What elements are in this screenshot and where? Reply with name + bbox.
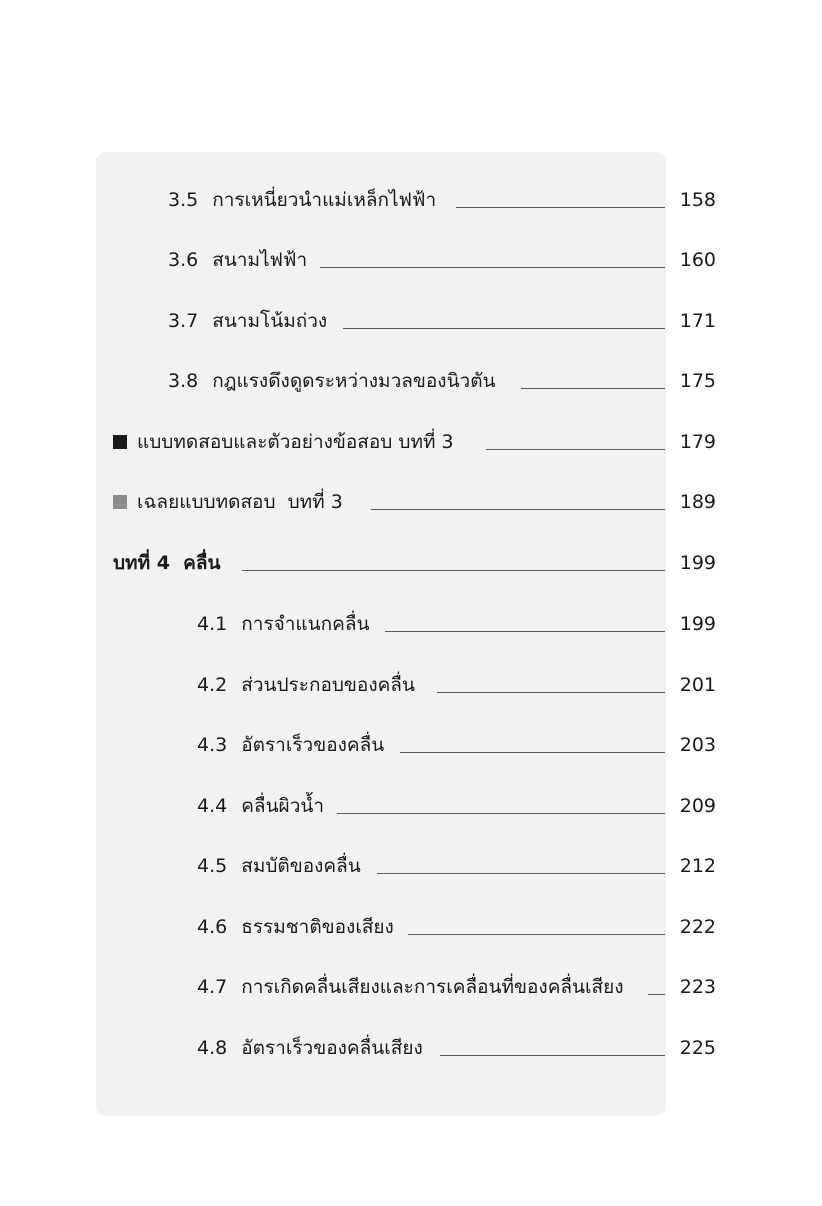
page-number: 171 <box>679 310 716 332</box>
toc-entry-3-6[interactable] <box>0 240 822 280</box>
page-number: 199 <box>679 552 716 574</box>
dot-leader <box>385 631 665 632</box>
toc-entry-3-8[interactable] <box>0 361 822 401</box>
toc-entry-exercise-ch3[interactable] <box>0 422 822 462</box>
toc-entry-3-7[interactable] <box>0 301 822 341</box>
page-number: 160 <box>679 249 716 271</box>
section-title: การเกิดคลื่นเสียงและการเคลื่อนที่ของคลื่นเสียง <box>241 976 624 998</box>
page-number: 222 <box>679 916 716 938</box>
section-title: การเหนี่ยวนำแม่เหล็กไฟฟ้า <box>212 189 437 211</box>
dot-leader <box>337 813 665 814</box>
section-title: สนามไฟฟ้า <box>212 249 308 271</box>
dot-leader <box>486 449 665 450</box>
dot-leader <box>343 328 665 329</box>
dot-leader <box>400 752 665 753</box>
section-title: แบบทดสอบและตัวอย่างข้อสอบ บทที่ 3 <box>137 431 454 453</box>
page-number: 225 <box>679 1037 716 1059</box>
page-number: 203 <box>679 734 716 756</box>
toc-entry-4-1[interactable] <box>0 604 822 644</box>
section-title: ธรรมชาติของเสียง <box>241 916 394 938</box>
section-title: สนามโน้มถ่วง <box>212 310 328 332</box>
section-title: สมบัติของคลื่น <box>241 855 361 877</box>
section-number: 3.6 <box>168 249 199 271</box>
section-title: อัตราเร็วของคลื่น <box>241 734 385 756</box>
toc-entry-4-5[interactable] <box>0 846 822 886</box>
dot-leader <box>408 934 665 935</box>
gray-square-icon <box>113 495 127 509</box>
toc-entry-4-8[interactable] <box>0 1028 822 1068</box>
section-number: 4.8 <box>197 1037 228 1059</box>
dot-leader <box>377 873 665 874</box>
dot-leader <box>521 388 665 389</box>
section-title: เฉลยแบบทดสอบ บทที่ 3 <box>137 491 343 513</box>
page-number: 212 <box>679 855 716 877</box>
chapter-title: บทที่ 4 คลื่น <box>113 552 221 574</box>
toc-entry-4-2[interactable] <box>0 665 822 705</box>
section-number: 4.3 <box>197 734 228 756</box>
dot-leader <box>440 1055 665 1056</box>
page-number: 223 <box>679 976 716 998</box>
dot-leader <box>242 570 665 571</box>
section-number: 3.8 <box>168 370 199 392</box>
toc-entry-4-7[interactable] <box>0 967 822 1007</box>
section-number: 4.4 <box>197 795 228 817</box>
toc-entry-3-5[interactable] <box>0 180 822 220</box>
section-number: 3.5 <box>168 189 199 211</box>
toc-entry-answers-ch3[interactable] <box>0 482 822 522</box>
toc-entry-4-6[interactable] <box>0 907 822 947</box>
page-number: 199 <box>679 613 716 635</box>
dot-leader <box>437 692 665 693</box>
page-number: 209 <box>679 795 716 817</box>
section-number: 4.2 <box>197 674 228 696</box>
section-title: ส่วนประกอบของคลื่น <box>241 674 415 696</box>
section-title: อัตราเร็วของคลื่นเสียง <box>241 1037 423 1059</box>
page-number: 201 <box>679 674 716 696</box>
page-number: 158 <box>679 189 716 211</box>
dot-leader <box>371 509 665 510</box>
dot-leader <box>648 994 665 995</box>
toc-entry-4-4[interactable] <box>0 786 822 826</box>
section-number: 3.7 <box>168 310 199 332</box>
page-number: 189 <box>679 491 716 513</box>
section-title: กฎแรงดึงดูดระหว่างมวลของนิวตัน <box>212 370 496 392</box>
section-title: การจำแนกคลื่น <box>241 613 370 635</box>
toc-entry-chapter-4[interactable] <box>0 543 822 583</box>
black-square-icon <box>113 435 127 449</box>
section-number: 4.1 <box>197 613 228 635</box>
dot-leader <box>456 207 665 208</box>
section-number: 4.7 <box>197 976 228 998</box>
section-number: 4.5 <box>197 855 228 877</box>
dot-leader <box>320 267 665 268</box>
toc-entry-4-3[interactable] <box>0 725 822 765</box>
page-number: 179 <box>679 431 716 453</box>
page-number: 175 <box>679 370 716 392</box>
section-title: คลื่นผิวน้ำ <box>241 795 325 817</box>
section-number: 4.6 <box>197 916 228 938</box>
